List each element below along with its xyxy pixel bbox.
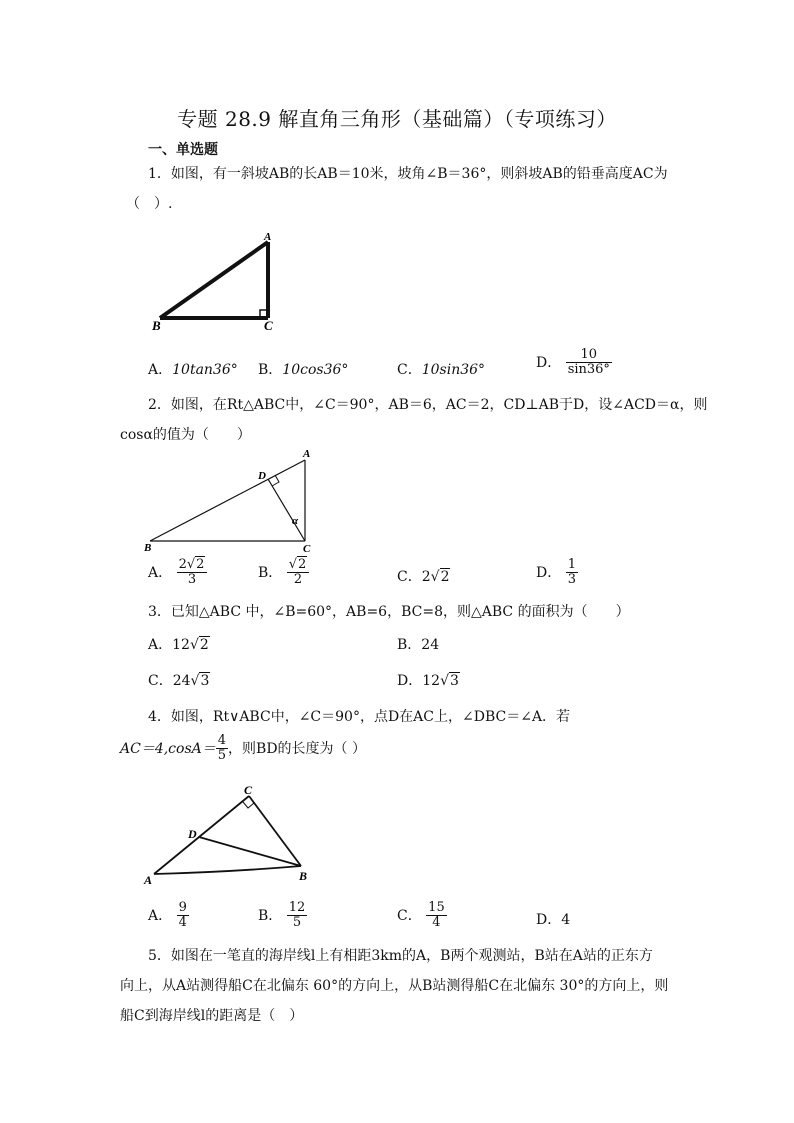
q3-option-b[interactable] [397, 634, 439, 654]
q2-option-b-numerator [287, 558, 310, 573]
q4-option-a[interactable] [148, 901, 189, 931]
q4-option-c-denominator: 4 [432, 915, 441, 931]
q4-label-C: C [244, 783, 253, 797]
q4-option-a-letter: A． [148, 907, 173, 924]
q4-option-b-letter: B． [258, 907, 283, 924]
q2-option-a[interactable] [148, 558, 207, 588]
q1-option-b[interactable] [258, 359, 348, 379]
q1-option-d-fraction [566, 348, 612, 378]
q2-option-c-letter: C． [397, 569, 422, 585]
q1-label-C: C [264, 318, 273, 333]
q2-option-c-coef: 2 [421, 569, 431, 585]
q4-label-D: D [188, 827, 197, 841]
q3-option-c-radicand: 3 [200, 673, 210, 689]
q3-option-a[interactable] [148, 634, 210, 654]
q1-option-d[interactable] [536, 348, 612, 378]
q1-option-a-letter: A． [148, 362, 173, 378]
q4-segment-AC [154, 796, 249, 874]
q4-segment-CB [249, 796, 301, 866]
q2-option-c-radicand: 2 [440, 569, 450, 585]
q2-label-alpha: α [292, 515, 299, 527]
q4-option-b[interactable] [258, 901, 307, 931]
q4-text-line1: 4．如图，Rt∨ABC中，∠C＝90°，点D在AC上，∠DBC＝∠A．若 [148, 709, 571, 725]
q4-label-A: A [144, 873, 153, 887]
q3-option-c-coef: 24 [172, 673, 191, 689]
q4-segment-AB [154, 866, 301, 874]
q3-option-a-radicand: 2 [199, 637, 209, 653]
q3-option-c[interactable] [148, 670, 210, 690]
q4-option-c[interactable] [397, 901, 447, 931]
q1-text-line1: 1．如图，有一斜坡AB的长AB＝10米，坡角∠B＝36°，则斜坡AB的铅垂高度AC为 [148, 166, 668, 182]
q1-option-d-denominator: sin36° [567, 362, 610, 378]
q4-segment-DB [199, 837, 301, 866]
q1-label-B: B [152, 318, 161, 333]
q2-option-c-sqrt: √2 [430, 569, 450, 585]
q1-segment-BA [160, 242, 268, 318]
q2-option-a-letter: A． [148, 564, 173, 581]
q4-option-b-numerator: 12 [288, 900, 306, 915]
q2-option-b-radicand: 2 [298, 557, 307, 572]
q1-label-A: A [264, 231, 272, 243]
q2-label-C: C [303, 543, 311, 555]
q2-figure [140, 445, 330, 557]
q4-option-b-denominator: 5 [292, 915, 302, 931]
q2-option-b-letter: B． [258, 564, 283, 581]
q2-option-d-denominator: 3 [567, 572, 576, 588]
q1-option-c-text: 10sin36° [421, 362, 486, 378]
q2-option-a-denominator: 3 [187, 572, 197, 588]
q4-line2-pre: AC＝4,cosA＝ [120, 740, 216, 757]
q2-option-b-fraction [287, 558, 310, 588]
q2-text-line1: 2．如图，在Rt△ABC中，∠C＝90°，AB＝6，AC＝2，CD⊥AB于D，设∠ACD＝α，则 [148, 397, 708, 413]
q2-text-line2: cosα的值为（ ） [120, 427, 251, 443]
q4-option-b-fraction [287, 901, 308, 931]
q2-label-B: B [144, 542, 152, 554]
q3-option-b-text: 24 [421, 637, 440, 653]
q5-text-line1: 5．如图在一笔直的海岸线l上有相距3km的A，B两个观测站，B站在A站的正东方 [148, 948, 653, 964]
q4-line2-numerator: 4 [217, 733, 227, 748]
q2-option-d-numerator: 1 [567, 557, 576, 572]
q2-option-d[interactable] [536, 558, 578, 588]
q2-option-a-fraction [177, 558, 208, 588]
q1-option-d-letter: D． [536, 354, 562, 371]
q1-figure [148, 228, 288, 336]
q1-option-b-letter: B． [258, 362, 283, 378]
q1-option-c-letter: C． [397, 362, 422, 378]
q2-segment-BA [150, 460, 305, 541]
q3-option-d-letter: D． [397, 673, 423, 689]
q3-option-d-sqrt: √3 [440, 673, 459, 689]
q4-option-d-text: 4 [561, 912, 571, 928]
q4-option-c-letter: C． [397, 907, 422, 924]
page-title: 专题 28.9 解直角三角形（基础篇）（专项练习） [177, 107, 617, 131]
q2-option-b-denominator: 2 [293, 572, 303, 588]
q2-option-c[interactable] [397, 566, 450, 586]
q2-option-b[interactable] [258, 558, 309, 588]
q3-option-d-coef: 12 [422, 673, 441, 689]
q4-right-angle-mark [243, 802, 254, 808]
q4-line2-denominator: 5 [217, 748, 227, 764]
q4-option-d-letter: D． [536, 912, 562, 928]
q2-option-a-coef: 2 [178, 557, 187, 572]
q2-label-D: D [258, 470, 266, 482]
q4-line2-fraction [216, 734, 228, 764]
q3-option-a-sqrt: √2 [189, 637, 209, 653]
q2-option-a-radicand: 2 [196, 557, 205, 572]
q4-text-line2 [120, 734, 366, 764]
q3-option-d-radicand: 3 [449, 673, 459, 689]
q4-line2-post: ，则BD的长度为（ ） [228, 740, 366, 757]
q2-option-d-letter: D． [536, 564, 562, 581]
q2-option-b-sqrt: √2 [288, 557, 307, 572]
q3-option-b-letter: B． [397, 637, 422, 653]
q3-option-a-coef: 12 [172, 637, 190, 653]
q4-option-a-numerator: 9 [178, 900, 187, 915]
q1-option-b-text: 10cos36° [282, 362, 349, 378]
q4-label-B: B [299, 869, 308, 883]
q3-option-c-sqrt: √3 [190, 673, 210, 689]
q4-option-a-fraction [177, 901, 189, 931]
q4-figure [140, 780, 320, 890]
q2-option-a-numerator [177, 558, 208, 573]
q4-option-d[interactable] [536, 909, 570, 929]
q5-text-line2: 向上，从A站测得船C在北偏东 60°的方向上，从B站测得船C在北偏东 30°的方向上，则 [120, 978, 669, 994]
q2-option-a-sqrt: √2 [186, 557, 205, 572]
q1-option-d-numerator: 10 [566, 348, 612, 363]
q4-option-a-denominator: 4 [178, 915, 187, 931]
q1-option-c[interactable] [397, 359, 485, 379]
q5-text-line3: 船C到海岸线l的距离是（ ） [120, 1008, 304, 1024]
q2-option-d-fraction [566, 558, 578, 588]
q2-segment-CD [268, 479, 305, 541]
section-heading: 一、单选题 [148, 142, 218, 158]
q1-text-line2: （ ）. [126, 196, 173, 212]
q4-option-c-numerator: 15 [428, 900, 445, 915]
q3-option-c-letter: C． [148, 673, 173, 689]
q4-option-c-fraction [426, 901, 447, 931]
q3-option-d[interactable] [397, 670, 460, 690]
q1-option-a[interactable] [148, 359, 238, 379]
q1-option-a-text: 10tan36° [172, 362, 238, 378]
q3-text-line1: 3．已知△ABC 中，∠B=60°，AB=6，BC=8，则△ABC 的面积为（ ） [148, 604, 630, 620]
q3-option-a-letter: A． [148, 637, 173, 653]
q2-label-A: A [303, 448, 311, 460]
